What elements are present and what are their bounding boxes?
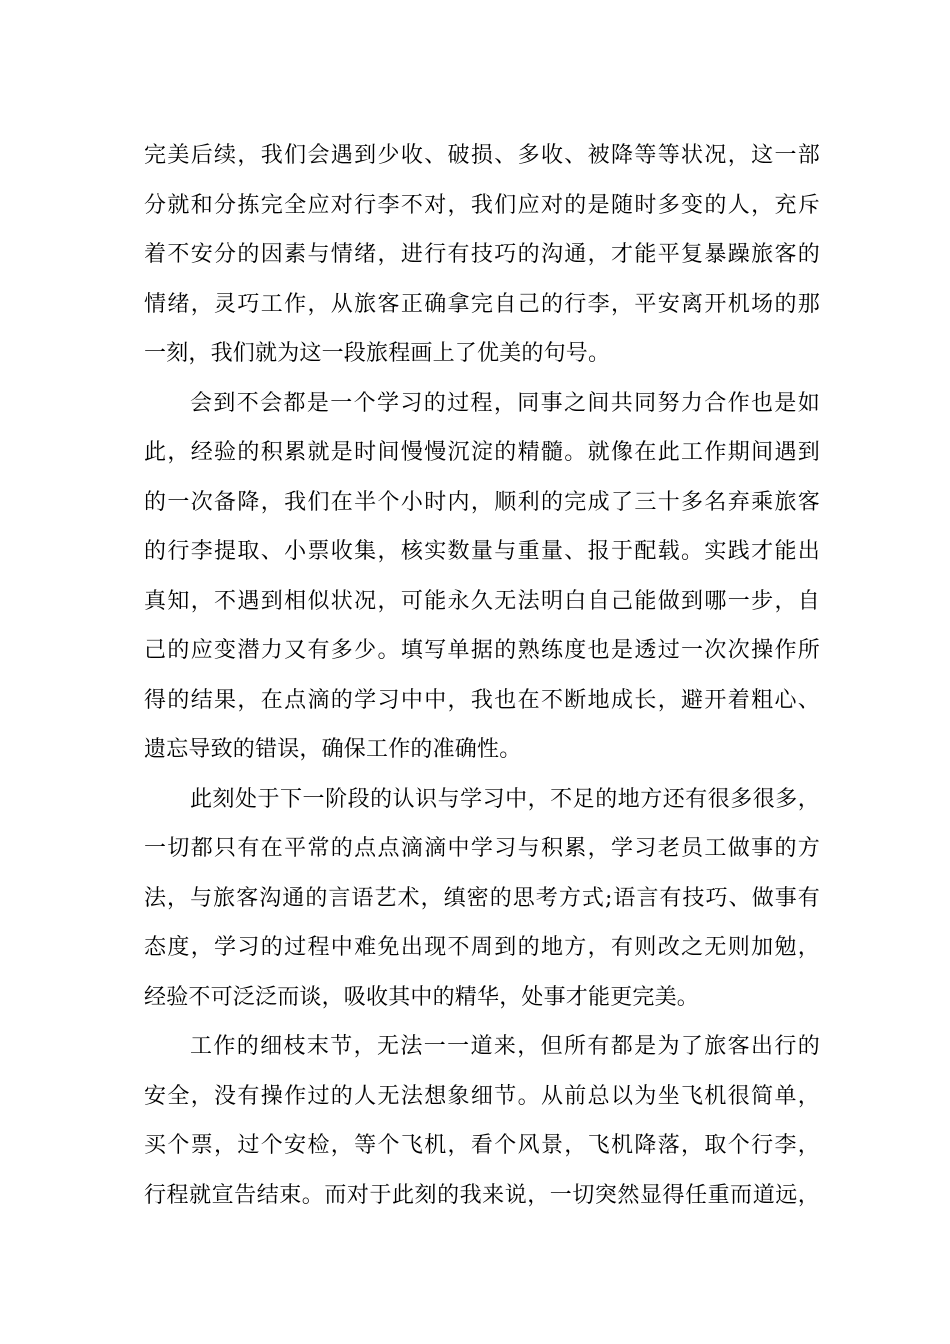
- text-line: 买个票，过个安检，等个飞机，看个风景，飞机降落，取个行李，: [144, 1133, 820, 1158]
- text-line: 会到不会都是一个学习的过程，同事之间共同努力合作也是如: [190, 390, 820, 416]
- text-line: 真知，不遇到相似状况，可能永久无法明白自己能做到哪一步，自: [144, 588, 820, 614]
- text-line: 着不安分的因素与情绪，进行有技巧的沟通，才能平复暴躁旅客的: [144, 242, 820, 267]
- document-body: [144, 131, 820, 1220]
- text-line: 安全，没有操作过的人无法想象细节。从前总以为坐飞机很简单，: [144, 1083, 820, 1109]
- text-line: 一切都只有在平常的点点滴滴中学习与积累，学习老员工做事的方: [144, 836, 820, 861]
- text-line: 一刻，我们就为这一段旅程画上了优美的句号。: [144, 341, 611, 366]
- paragraph-3: [144, 775, 820, 1023]
- paragraph-1: [144, 131, 820, 379]
- text-line: 己的应变潜力又有多少。填写单据的熟练度也是透过一次次操作所: [144, 638, 820, 663]
- text-line: 分就和分拣完全应对行李不对，我们应对的是随时多变的人，充斥: [144, 192, 820, 218]
- text-line: 的行李提取、小票收集，核实数量与重量、报于配载。实践才能出: [144, 539, 820, 564]
- text-line: 的一次备降，我们在半个小时内，顺利的完成了三十多名弃乘旅客: [144, 489, 820, 515]
- text-line: 法，与旅客沟通的言语艺术，缜密的思考方式;语言有技巧、做事有: [144, 885, 820, 911]
- text-line: 行程就宣告结束。而对于此刻的我来说，一切突然显得任重而道远，: [144, 1182, 820, 1208]
- text-line: 态度，学习的过程中难免出现不周到的地方，有则改之无则加勉，: [144, 935, 820, 960]
- text-line: 此，经验的积累就是时间慢慢沉淀的精髓。就像在此工作期间遇到: [144, 440, 820, 465]
- text-line: 此刻处于下一阶段的认识与学习中，不足的地方还有很多很多，: [190, 786, 820, 812]
- text-line: 得的结果，在点滴的学习中中，我也在不断地成长，避开着粗心、: [144, 687, 820, 713]
- paragraph-2: [144, 379, 820, 775]
- text-line: 工作的细枝末节，无法一一道来，但所有都是为了旅客出行的: [190, 1034, 820, 1059]
- paragraph-4: [144, 1022, 820, 1220]
- text-line: 经验不可泛泛而谈，吸收其中的精华，处事才能更完美。: [144, 984, 700, 1010]
- text-line: 完美后续，我们会遇到少收、破损、多收、被降等等状况，这一部: [144, 143, 820, 168]
- text-line: 情绪，灵巧工作，从旅客正确拿完自己的行李，平安离开机场的那: [144, 291, 820, 317]
- text-line: 遗忘导致的错误，确保工作的准确性。: [144, 737, 522, 762]
